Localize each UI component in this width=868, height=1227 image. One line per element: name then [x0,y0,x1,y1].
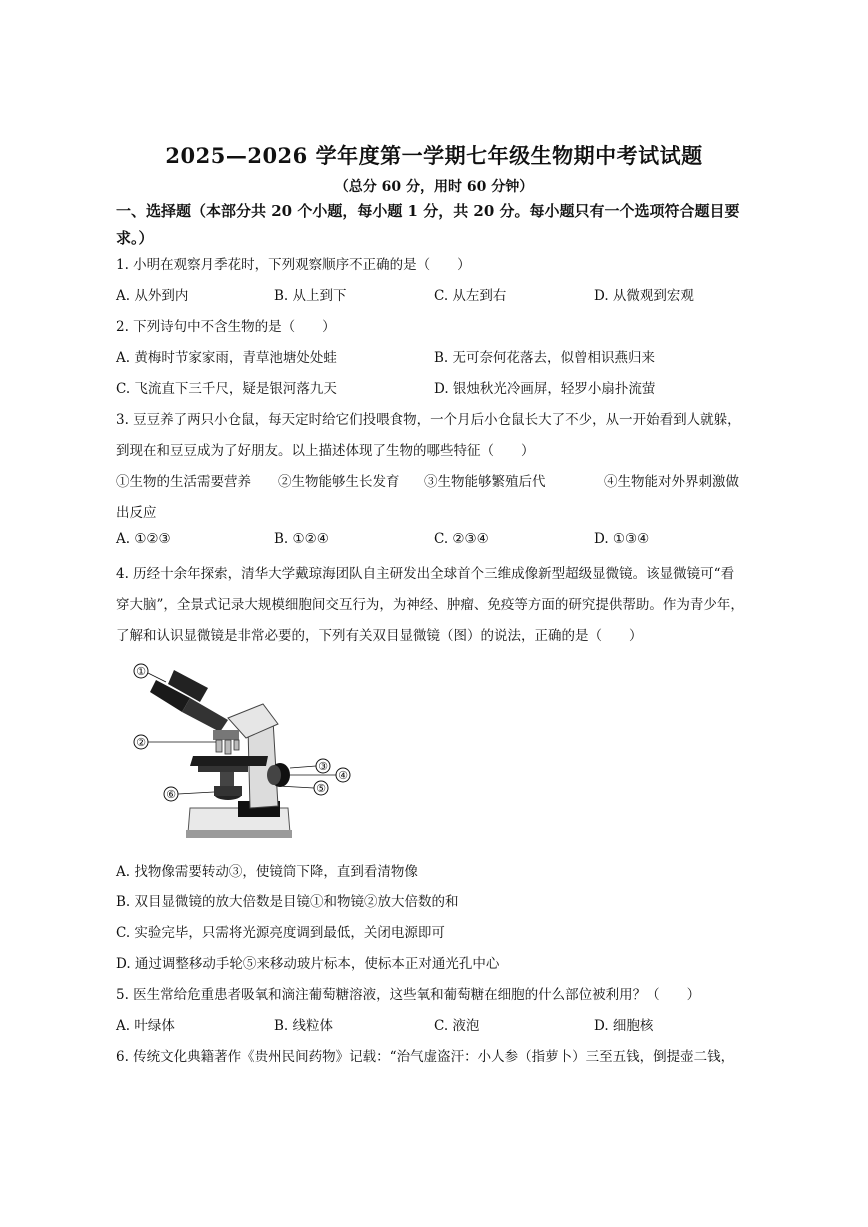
question-5-stem: 5. 医生常给危重患者吸氧和滴注葡萄糖溶液，这些氧和葡萄糖在细胞的什么部位被利用？（ ） [116,987,701,1003]
question-1-option-c: C. 从左到右 [434,288,507,304]
page-subtitle: （总分 60 分，用时 60 分钟） [334,179,534,195]
question-3-option-c: C. ②③④ [434,531,489,547]
question-4-option-d: D. 通过调整移动手轮⑤来移动玻片标本，使标本正对通光孔中心 [116,956,500,972]
question-4-option-c: C. 实验完毕，只需将光源亮度调到最低，关闭电源即可 [116,925,445,941]
microscope-figure [128,658,358,848]
figure-label-3: ③ [318,760,328,773]
question-4-option-b: B. 双目显微镜的放大倍数是目镜①和物镜②放大倍数的和 [116,894,459,910]
question-3-option-a: A. ①②③ [116,531,171,547]
question-3-item-3: ③生物能够繁殖后代 [424,474,546,490]
question-3-stem-line2: 到现在和豆豆成为了好朋友。以上描述体现了生物的哪些特征（ ） [116,443,535,459]
question-3-stem-line1: 3. 豆豆养了两只小仓鼠，每天定时给它们投喂食物，一个月后小仓鼠长大了不少，从一开始看到人就躲， [116,412,741,428]
question-3-option-b: B. ①②④ [274,531,329,547]
question-2-option-d: D. 银烛秋光冷画屏，轻罗小扇扑流萤 [434,381,656,397]
figure-label-2: ② [136,736,146,749]
figure-label-5: ⑤ [316,782,326,795]
question-1-stem: 1. 小明在观察月季花时，下列观察顺序不正确的是（ ） [116,257,471,273]
page-title: 2025—2026 学年度第一学期七年级生物期中考试试题 [165,143,703,168]
question-6-stem: 6. 传统文化典籍著作《贵州民间药物》记载：“治气虚盗汗：小人参（指萝卜）三至五钱，倒提壶二钱， [116,1049,735,1065]
section-heading: 一、选择题（本部分共 20 个小题，每小题 1 分，共 20 分。每小题只有一个选项符合题目要求。） [116,202,740,247]
question-3-item-4-cont: 出反应 [116,505,157,521]
question-3-item-1: ①生物的生活需要营养 [116,474,251,490]
question-2-option-a: A. 黄梅时节家家雨，青草池塘处处蛙 [116,350,337,366]
question-4-option-a: A. 找物像需要转动③，使镜筒下降，直到看清物像 [116,864,418,880]
question-5-option-a: A. 叶绿体 [116,1018,175,1034]
question-4-stem-line2: 穿大脑”，全景式记录大规模细胞间交互行为，为神经、肿瘤、免疫等方面的研究提供帮助。作为青少年， [116,597,744,613]
question-1-option-d: D. 从微观到宏观 [594,288,694,304]
question-1-option-b: B. 从上到下 [274,288,347,304]
question-3-option-d: D. ①③④ [594,531,650,547]
question-2-stem: 2. 下列诗句中不含生物的是（ ） [116,319,336,335]
question-5-option-c: C. 液泡 [434,1018,480,1034]
figure-label-1: ① [136,665,146,678]
question-5-option-d: D. 细胞核 [594,1018,654,1034]
figure-label-6: ⑥ [166,788,176,801]
question-3-item-2: ②生物能够生长发育 [278,474,400,490]
question-1-option-a: A. 从外到内 [116,288,189,304]
question-4-stem-line3: 了解和认识显微镜是非常必要的，下列有关双目显微镜（图）的说法，正确的是（ ） [116,628,643,644]
question-2-option-b: B. 无可奈何花落去，似曾相识燕归来 [434,350,656,366]
question-3-item-4: ④生物能对外界刺激做 [604,474,739,490]
question-5-option-b: B. 线粒体 [274,1018,334,1034]
question-2-option-c: C. 飞流直下三千尺，疑是银河落九天 [116,381,337,397]
question-4-stem-line1: 4. 历经十余年探索，清华大学戴琼海团队自主研发出全球首个三维成像新型超级显微镜。该显微镜可“看 [116,566,735,582]
figure-label-4: ④ [338,769,348,782]
